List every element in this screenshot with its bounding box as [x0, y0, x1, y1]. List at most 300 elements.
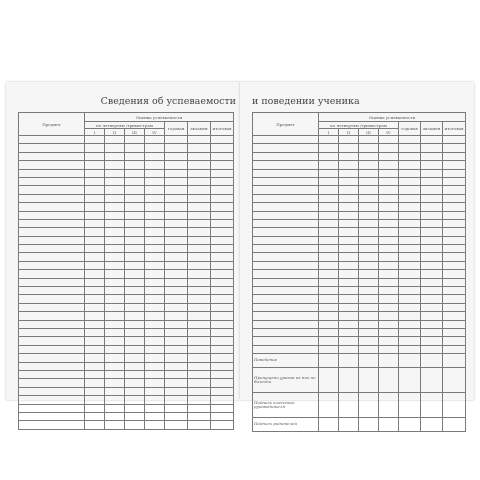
- grade-cell: [211, 177, 234, 185]
- table-row: [19, 270, 234, 278]
- grade-cell: [379, 219, 399, 227]
- grade-cell: [145, 177, 165, 185]
- grade-cell: [359, 312, 379, 320]
- grade-cell: [319, 144, 339, 152]
- grade-cell: [399, 295, 421, 303]
- footer-row: [253, 368, 466, 393]
- grade-cell: [359, 177, 379, 185]
- grade-cell: [145, 228, 165, 236]
- subject-cell: [19, 236, 85, 244]
- subject-cell: [19, 186, 85, 194]
- grade-cell: [379, 236, 399, 244]
- grade-cell: [399, 203, 421, 211]
- table-row: [19, 169, 234, 177]
- grade-cell: [359, 203, 379, 211]
- subject-cell: [253, 337, 319, 345]
- grade-cell: [399, 270, 421, 278]
- grade-cell: [105, 421, 125, 429]
- grade-cell: [339, 303, 359, 311]
- table-row: [19, 412, 234, 420]
- grade-cell: [145, 379, 165, 387]
- grade-cell: [379, 211, 399, 219]
- grade-cell: [105, 219, 125, 227]
- grade-cell: [125, 312, 145, 320]
- grade-cell: [339, 295, 359, 303]
- grade-cell: [165, 236, 188, 244]
- grade-cell: [105, 387, 125, 395]
- grade-cell: [443, 136, 466, 144]
- grade-cell: [165, 421, 188, 429]
- grade-cell: [319, 211, 339, 219]
- grade-cell: [125, 152, 145, 160]
- subject-cell: [253, 278, 319, 286]
- grade-cell: [399, 320, 421, 328]
- grade-cell: [105, 320, 125, 328]
- footer-cell: [421, 354, 443, 368]
- grade-cell: [125, 303, 145, 311]
- table-row: [253, 136, 466, 144]
- grade-cell: [165, 270, 188, 278]
- table-row: [19, 245, 234, 253]
- grade-cell: [319, 303, 339, 311]
- grade-cell: [165, 312, 188, 320]
- grade-cell: [359, 328, 379, 336]
- grade-cell: [319, 152, 339, 160]
- subject-cell: [19, 253, 85, 261]
- grade-cell: [165, 345, 188, 353]
- grade-cell: [105, 203, 125, 211]
- subject-cell: [253, 312, 319, 320]
- grade-cell: [211, 354, 234, 362]
- subject-cell: [19, 345, 85, 353]
- grade-cell: [339, 219, 359, 227]
- grade-cell: [165, 328, 188, 336]
- grade-cell: [145, 337, 165, 345]
- grade-cell: [85, 295, 105, 303]
- grade-cell: [105, 245, 125, 253]
- grade-cell: [85, 245, 105, 253]
- subject-cell: [253, 287, 319, 295]
- table-row: [253, 295, 466, 303]
- period-header: по четвертям /триместрам: [319, 122, 399, 129]
- grade-cell: [125, 261, 145, 269]
- subject-cell: [19, 337, 85, 345]
- grade-cell: [145, 421, 165, 429]
- grade-cell: [379, 270, 399, 278]
- grade-cell: [125, 211, 145, 219]
- subject-cell: [19, 379, 85, 387]
- table-row: [253, 236, 466, 244]
- grade-cell: [443, 177, 466, 185]
- grade-cell: [319, 295, 339, 303]
- grade-cell: [125, 194, 145, 202]
- subject-cell: [253, 152, 319, 160]
- grade-cell: [145, 370, 165, 378]
- grade-cell: [421, 253, 443, 261]
- grade-cell: [85, 161, 105, 169]
- grade-cell: [211, 261, 234, 269]
- table-row: [253, 161, 466, 169]
- grade-cell: [85, 396, 105, 404]
- grade-cell: [359, 186, 379, 194]
- table-row: [19, 136, 234, 144]
- table-row: [253, 211, 466, 219]
- table-row: [19, 219, 234, 227]
- quarter-header: III: [125, 129, 145, 136]
- grade-cell: [443, 152, 466, 160]
- table-row: [253, 177, 466, 185]
- grade-cell: [188, 177, 211, 185]
- grade-cell: [125, 354, 145, 362]
- subject-header: Предмет: [253, 113, 319, 136]
- subject-cell: [253, 211, 319, 219]
- footer-cell: [319, 393, 339, 418]
- subject-cell: [19, 320, 85, 328]
- grade-cell: [211, 186, 234, 194]
- table-row: [19, 312, 234, 320]
- footer-cell: [421, 393, 443, 418]
- grade-cell: [165, 194, 188, 202]
- grade-cell: [145, 295, 165, 303]
- table-row: [19, 328, 234, 336]
- grade-cell: [339, 203, 359, 211]
- grade-cell: [165, 169, 188, 177]
- footer-cell: [399, 393, 421, 418]
- grade-cell: [443, 219, 466, 227]
- table-row: [253, 152, 466, 160]
- grade-cell: [359, 270, 379, 278]
- quarter-header: II: [105, 129, 125, 136]
- grade-cell: [85, 370, 105, 378]
- grade-cell: [421, 219, 443, 227]
- grade-cell: [359, 253, 379, 261]
- subject-cell: [19, 161, 85, 169]
- grade-cell: [105, 228, 125, 236]
- grade-cell: [443, 236, 466, 244]
- subject-cell: [19, 278, 85, 286]
- grade-cell: [145, 245, 165, 253]
- grade-cell: [85, 194, 105, 202]
- grade-cell: [165, 320, 188, 328]
- subject-cell: [253, 203, 319, 211]
- grade-cell: [105, 177, 125, 185]
- grade-cell: [85, 186, 105, 194]
- grade-cell: [339, 328, 359, 336]
- grade-cell: [165, 261, 188, 269]
- grade-cell: [399, 253, 421, 261]
- grade-cell: [125, 328, 145, 336]
- grade-cell: [399, 161, 421, 169]
- grade-cell: [399, 228, 421, 236]
- subject-cell: [19, 370, 85, 378]
- grade-cell: [359, 303, 379, 311]
- subject-cell: [19, 295, 85, 303]
- subject-cell: [253, 177, 319, 185]
- grade-cell: [105, 328, 125, 336]
- grade-cell: [359, 136, 379, 144]
- grade-cell: [211, 412, 234, 420]
- grade-cell: [359, 194, 379, 202]
- grade-cell: [85, 169, 105, 177]
- grade-cell: [379, 295, 399, 303]
- table-row: [19, 396, 234, 404]
- grade-cell: [165, 295, 188, 303]
- grade-cell: [188, 345, 211, 353]
- grade-cell: [188, 412, 211, 420]
- grade-cell: [339, 169, 359, 177]
- table-row: [253, 261, 466, 269]
- grade-cell: [379, 287, 399, 295]
- footer-cell: [421, 368, 443, 393]
- grade-cell: [339, 144, 359, 152]
- subject-cell: [253, 320, 319, 328]
- grade-cell: [379, 303, 399, 311]
- grade-cell: [379, 337, 399, 345]
- grade-cell: [339, 245, 359, 253]
- grade-cell: [379, 328, 399, 336]
- grade-cell: [339, 152, 359, 160]
- grade-cell: [125, 362, 145, 370]
- grade-cell: [85, 287, 105, 295]
- subject-cell: [253, 261, 319, 269]
- grade-cell: [379, 278, 399, 286]
- footer-cell: [319, 354, 339, 368]
- grade-cell: [165, 412, 188, 420]
- footer-cell: [319, 368, 339, 393]
- table-row: [19, 194, 234, 202]
- grade-cell: [145, 152, 165, 160]
- grade-cell: [165, 245, 188, 253]
- grade-cell: [319, 261, 339, 269]
- grade-cell: [125, 345, 145, 353]
- quarter-header: II: [339, 129, 359, 136]
- footer-cell: [359, 393, 379, 418]
- grade-cell: [443, 270, 466, 278]
- grade-cell: [211, 136, 234, 144]
- grade-cell: [359, 228, 379, 236]
- grade-cell: [145, 169, 165, 177]
- grade-cell: [105, 152, 125, 160]
- table-row: [19, 161, 234, 169]
- grade-cell: [145, 194, 165, 202]
- grade-cell: [359, 169, 379, 177]
- grade-cell: [319, 186, 339, 194]
- grade-cell: [105, 211, 125, 219]
- grade-cell: [443, 203, 466, 211]
- grade-cell: [188, 295, 211, 303]
- footer-cell: [421, 418, 443, 432]
- grade-cell: [211, 245, 234, 253]
- grade-cell: [125, 387, 145, 395]
- grade-cell: [379, 186, 399, 194]
- grade-cell: [85, 211, 105, 219]
- grade-cell: [165, 370, 188, 378]
- subject-cell: [253, 345, 319, 353]
- grade-cell: [188, 303, 211, 311]
- table-row: [19, 421, 234, 429]
- grade-cell: [188, 161, 211, 169]
- subject-cell: [19, 152, 85, 160]
- grade-cell: [399, 186, 421, 194]
- subject-cell: [19, 219, 85, 227]
- grade-cell: [165, 144, 188, 152]
- grade-cell: [188, 219, 211, 227]
- grade-cell: [421, 295, 443, 303]
- grade-cell: [443, 328, 466, 336]
- table-row: [253, 303, 466, 311]
- table-row: [19, 362, 234, 370]
- grade-cell: [443, 261, 466, 269]
- grade-cell: [165, 379, 188, 387]
- grade-cell: [211, 203, 234, 211]
- footer-cell: [339, 354, 359, 368]
- left-page-title: Сведения об успеваемости: [100, 96, 236, 107]
- grade-cell: [125, 396, 145, 404]
- table-row: [19, 345, 234, 353]
- grade-cell: [399, 152, 421, 160]
- grade-cell: [188, 169, 211, 177]
- subject-cell: [253, 295, 319, 303]
- grade-cell: [105, 253, 125, 261]
- subject-cell: [19, 354, 85, 362]
- grade-cell: [339, 236, 359, 244]
- table-row: [253, 169, 466, 177]
- grade-cell: [339, 261, 359, 269]
- grade-cell: [421, 345, 443, 353]
- grade-cell: [443, 228, 466, 236]
- grade-cell: [105, 370, 125, 378]
- table-row: [19, 287, 234, 295]
- grade-cell: [399, 219, 421, 227]
- table-row: [19, 278, 234, 286]
- table-row: [253, 194, 466, 202]
- subject-cell: [19, 144, 85, 152]
- grade-cell: [443, 169, 466, 177]
- grade-cell: [339, 320, 359, 328]
- grade-cell: [105, 379, 125, 387]
- grade-cell: [105, 396, 125, 404]
- grade-cell: [145, 144, 165, 152]
- subject-cell: [253, 169, 319, 177]
- grade-cell: [145, 354, 165, 362]
- grade-cell: [85, 345, 105, 353]
- left-grades-table: [18, 112, 234, 430]
- grade-cell: [188, 203, 211, 211]
- grade-cell: [211, 194, 234, 202]
- grade-cell: [211, 320, 234, 328]
- grade-cell: [125, 270, 145, 278]
- grade-cell: [188, 144, 211, 152]
- grade-cell: [339, 312, 359, 320]
- grade-cell: [165, 253, 188, 261]
- footer-cell: [359, 418, 379, 432]
- grade-cell: [359, 261, 379, 269]
- grade-cell: [319, 245, 339, 253]
- grade-cell: [211, 421, 234, 429]
- grade-cell: [125, 404, 145, 412]
- subject-cell: [253, 228, 319, 236]
- grade-cell: [105, 404, 125, 412]
- grade-cell: [165, 303, 188, 311]
- grade-cell: [443, 345, 466, 353]
- grade-cell: [339, 136, 359, 144]
- grade-cell: [339, 337, 359, 345]
- grade-cell: [85, 354, 105, 362]
- grade-cell: [125, 203, 145, 211]
- grade-cell: [105, 270, 125, 278]
- right-grades-table: [252, 112, 466, 432]
- grade-cell: [319, 161, 339, 169]
- grade-cell: [339, 228, 359, 236]
- subject-cell: [19, 228, 85, 236]
- subject-cell: [19, 312, 85, 320]
- grade-cell: [125, 421, 145, 429]
- grade-cell: [443, 253, 466, 261]
- grade-cell: [165, 211, 188, 219]
- grade-cell: [421, 245, 443, 253]
- grade-cell: [421, 278, 443, 286]
- footer-row-label: Подпись родителей: [253, 418, 319, 432]
- grade-cell: [379, 345, 399, 353]
- grade-cell: [421, 161, 443, 169]
- grade-cell: [188, 245, 211, 253]
- grade-cell: [399, 287, 421, 295]
- subject-cell: [253, 303, 319, 311]
- grade-cell: [188, 320, 211, 328]
- grade-cell: [421, 228, 443, 236]
- table-row: [253, 312, 466, 320]
- grade-cell: [125, 169, 145, 177]
- grade-cell: [165, 362, 188, 370]
- grade-cell: [443, 303, 466, 311]
- grade-cell: [188, 270, 211, 278]
- table-row: [19, 404, 234, 412]
- grade-cell: [421, 287, 443, 295]
- grade-cell: [443, 295, 466, 303]
- subject-cell: [253, 186, 319, 194]
- table-row: [19, 337, 234, 345]
- grade-cell: [145, 412, 165, 420]
- table-row: [253, 320, 466, 328]
- grade-cell: [145, 320, 165, 328]
- grade-cell: [145, 270, 165, 278]
- grade-cell: [211, 337, 234, 345]
- footer-cell: [443, 368, 466, 393]
- grade-cell: [165, 203, 188, 211]
- grade-cell: [339, 194, 359, 202]
- grade-cell: [421, 303, 443, 311]
- grade-cell: [105, 236, 125, 244]
- grade-cell: [421, 186, 443, 194]
- grade-cell: [379, 161, 399, 169]
- table-row: [253, 144, 466, 152]
- grade-cell: [165, 161, 188, 169]
- grade-cell: [125, 370, 145, 378]
- grade-cell: [399, 245, 421, 253]
- subject-cell: [19, 396, 85, 404]
- grade-cell: [165, 396, 188, 404]
- subject-cell: [253, 219, 319, 227]
- subject-cell: [253, 253, 319, 261]
- grade-cell: [339, 177, 359, 185]
- subject-cell: [19, 362, 85, 370]
- grade-cell: [125, 379, 145, 387]
- grade-cell: [443, 337, 466, 345]
- yearly-header: годовая: [399, 122, 421, 136]
- grade-cell: [379, 312, 399, 320]
- grade-cell: [188, 261, 211, 269]
- footer-cell: [443, 354, 466, 368]
